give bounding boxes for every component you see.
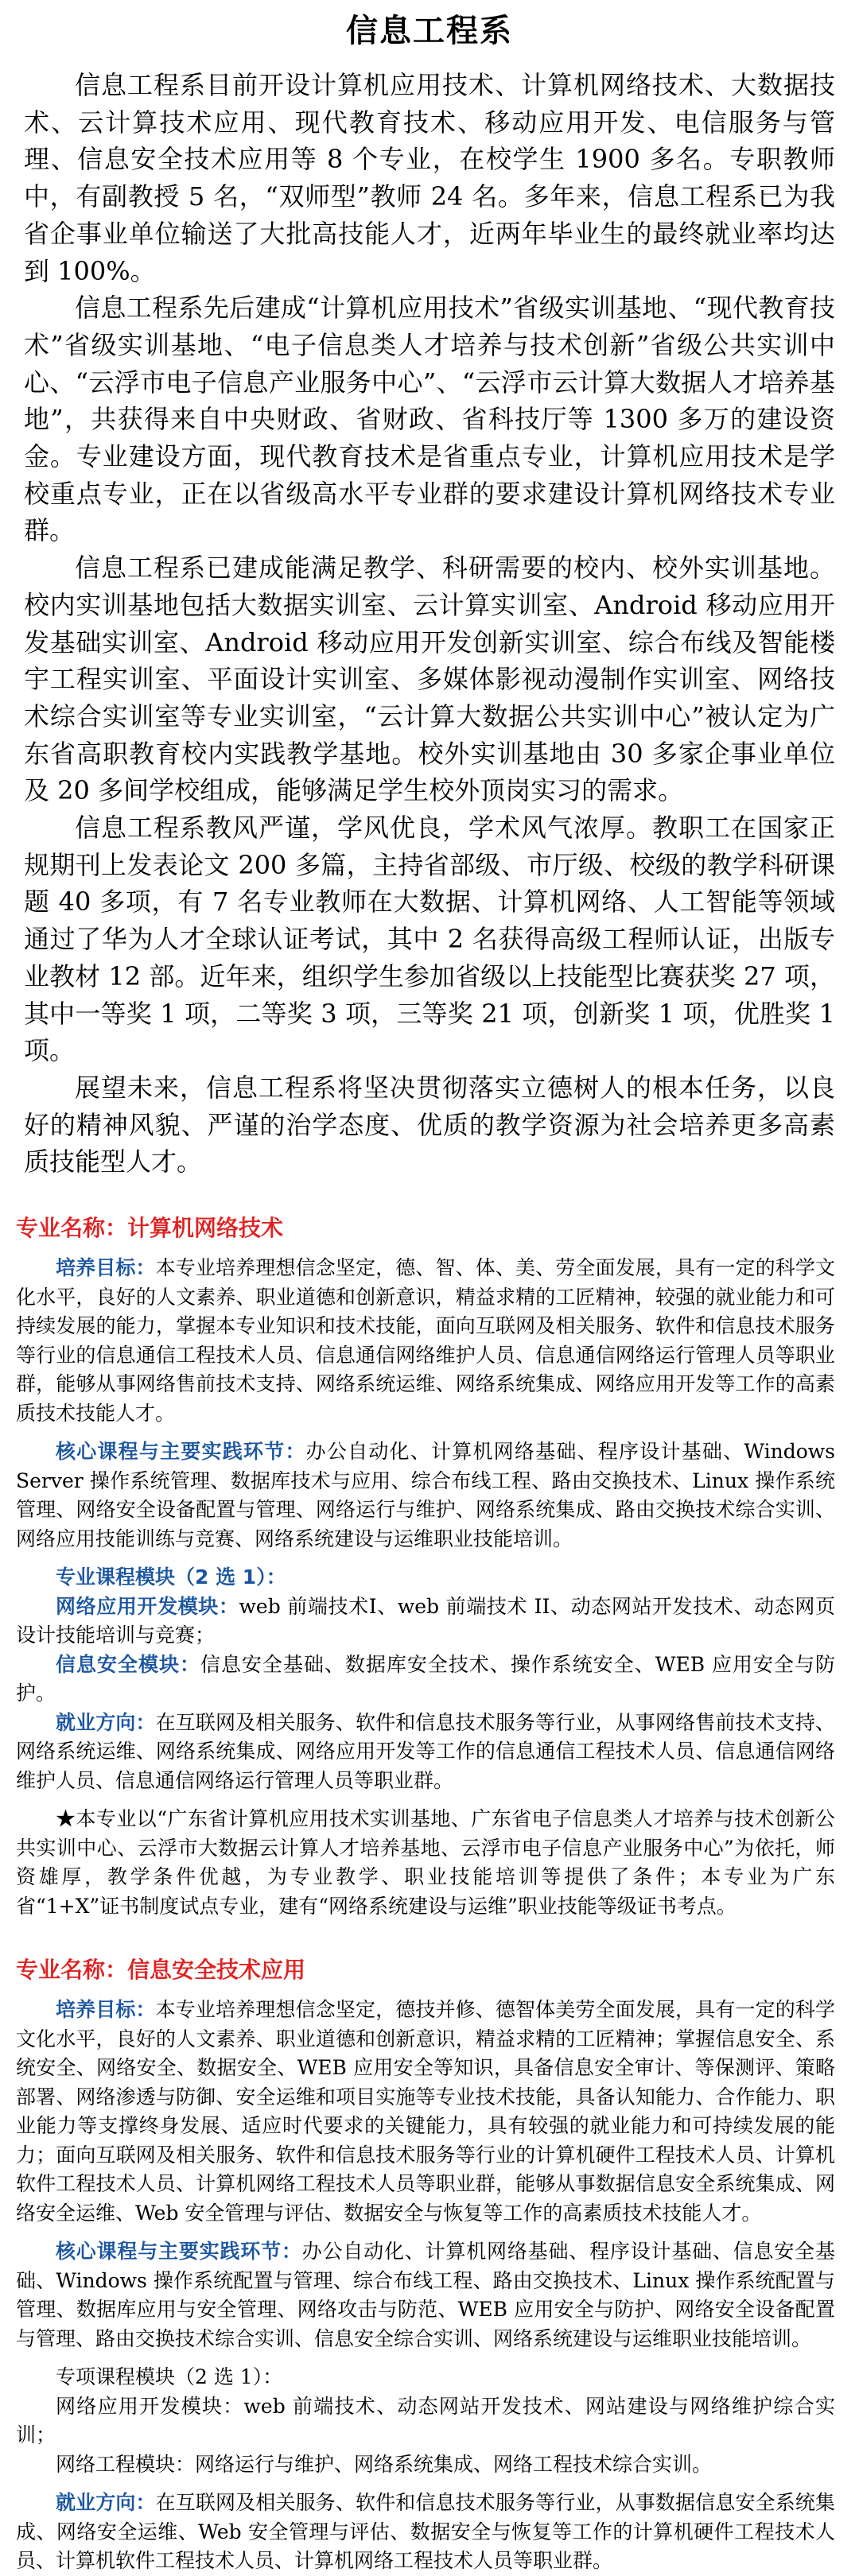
module-b-paragraph: [16, 1651, 835, 1709]
core-courses-text: 办公自动化、计算机网络基础、程序设计基础、信息安全基础、Windows 操作系统配置与管理、综合布线工程、路由交换技术、Linux 操作系统配置与管理、数据库应用与安全管理、网络攻击与防范、WEB 应用安全与防护、网络安全设备配置与管理、路由交换技术综合实训、信息安全综合实训、网络系统建设与运维职业技能培训。: [16, 2240, 835, 2350]
module-label: 专业课程模块（2 选 1）：: [56, 1565, 286, 1589]
module-a-text: web 前端技术Ⅰ、web 前端技术 II、动态网站开发技术、动态网页设计技能培训与竞赛；: [16, 1594, 835, 1647]
job-label: 就业方向：: [56, 2491, 156, 2515]
intro-paragraph: 信息工程系目前开设计算机应用技术、计算机网络技术、大数据技术、云计算技术应用、现代教育技术、移动应用开发、电信服务与管理、信息安全技术应用等 8 个专业，在校学生 1900 多名。专职教师中，有副教授 5 名，“双师型”教师 24 名。多年来，信息工程系已为我省企事业单位输送了大批高技能人才，近两年毕业生的最终就业率均达到 100%。: [24, 70, 835, 286]
job-text: 在互联网及相关服务、软件和信息技术服务等行业，从事网络售前技术支持、网络系统运维、网络系统集成、网络应用开发等工作的信息通信工程技术人员、信息通信网络维护人员、信息通信网络运行管理人员等职业群。: [16, 1710, 835, 1792]
job-paragraph: [16, 2489, 835, 2576]
job-text: 在互联网及相关服务、软件和信息技术服务等行业，从事数据信息安全系统集成、网络安全运维、Web 安全管理与评估、数据安全与恢复等工作的计算机硬件工程技术人员、计算机软件工程技术人员、计算机网络工程技术人员等职业群。: [16, 2491, 835, 2573]
job-paragraph: [16, 1709, 835, 1796]
goal-text: 本专业培养理想信念坚定，德、智、体、美、劳全面发展，具有一定的科学文化水平，良好的人文素养、职业道德和创新意识，精益求精的工匠精神，较强的就业能力和可持续发展的能力，掌握本专业知识和技术技能，面向互联网及相关服务、软件和信息技术服务等行业的信息通信工程技术人员、信息通信网络维护人员、信息通信网络运行管理人员等职业群，能够从事网络售前技术支持、网络系统运维、网络系统集成、网络应用开发等工作的高素质技术技能人才。: [16, 1256, 835, 1425]
page-title: 信息工程系: [346, 13, 513, 49]
note-paragraph: ★本专业以“广东省计算机应用技术实训基地、广东省电子信息类人才培养与技术创新公共实训中心、云浮市大数据云计算人才培养基地、云浮市电子信息产业服务中心”为依托，师资雄厚，教学条件优越，为专业教学、职业技能培训等提供了条件；本专业为广东省“1+X”证书制度试点专业，建有“网络系统建设与运维”职业技能等级证书考点。: [16, 1807, 835, 1918]
goal-paragraph: [16, 1254, 835, 1428]
core-courses-paragraph: [16, 2237, 835, 2353]
intro-section: [24, 67, 835, 1181]
major-title: [16, 1954, 835, 1986]
module-a-label: 网络应用开发模块：: [56, 1594, 239, 1618]
major-network: [16, 1212, 835, 1921]
core-courses-label: 核心课程与主要实践环节：: [56, 2240, 302, 2264]
module-a-paragraph: [16, 1593, 835, 1651]
module-a-paragraph: 网络应用开发模块：web 前端技术、动态网站开发技术、网站建设与网络维护综合实训；: [16, 2394, 835, 2447]
module-heading: [16, 1563, 835, 1593]
intro-paragraph: 信息工程系先后建成“计算机应用技术”省级实训基地、“现代教育技术”省级实训基地、“电子信息类人才培养与技术创新”省级公共实训中心、“云浮市电子信息产业服务中心”、“云浮市云计算大数据人才培养基地”，共获得来自中央财政、省财政、省科技厅等 1300 多万的建设资金。专业建设方面，现代教育技术是省重点专业，计算机应用技术是学校重点专业，正在以省级高水平专业群的要求建设计算机网络技术专业群。: [24, 293, 835, 546]
goal-text: 本专业培养理想信念坚定，德技并修、德智体美劳全面发展，具有一定的科学文化水平，良好的人文素养、职业道德和创新意识，精益求精的工匠精神；掌握信息安全、系统安全、网络安全、数据安全、WEB 应用安全等知识，具备信息安全审计、等保测评、策略部署、网络渗透与防御、安全运维和项目实施等专业技术技能，具备认知能力、合作能力、职业能力等支撑终身发展、适应时代要求的关键能力，具有较强的就业能力和可持续发展的能力；面向互联网及相关服务、软件和信息技术服务等行业的计算机硬件工程技术人员、计算机软件工程技术人员、计算机网络工程技术人员等职业群，能够从事数据信息安全系统集成、网络安全运维、Web 安全管理与评估、数据安全与恢复等工作的高素质技术技能人才。: [16, 1998, 835, 2225]
intro-paragraph: 信息工程系已建成能满足教学、科研需要的校内、校外实训基地。校内实训基地包括大数据实训室、云计算实训室、Android 移动应用开发基础实训室、Android 移动应用开发创新实训室、综合布线及智能楼宇工程实训室、平面设计实训室、多媒体影视动漫制作实训室、网络技术综合实训室等专业实训室，“云计算大数据公共实训中心”被认定为广东省高职教育校内实践教学基地。校外实训基地由 30 多家企事业单位及 20 多间学校组成，能够满足学生校外顶岗实习的需求。: [24, 553, 835, 806]
core-courses-text: 办公自动化、计算机网络基础、程序设计基础、Windows Server 操作系统管理、数据库技术与应用、综合布线工程、路由交换技术、Linux 操作系统管理、网络安全设备配置与管理、网络运行与维护、网络系统集成、路由交换技术综合实训、网络应用技能训练与竞赛、网络系统建设与运维职业技能培训。: [16, 1440, 835, 1550]
core-courses-paragraph: [16, 1437, 835, 1554]
module-b-paragraph: 网络工程模块：网络运行与维护、网络系统集成、网络工程技术综合实训。: [56, 2452, 713, 2476]
goal-label: 培养目标：: [56, 1998, 156, 2022]
major-title-value: 计算机网络技术: [127, 1215, 284, 1242]
major-title: [16, 1212, 835, 1244]
intro-paragraph: 信息工程系教风严谨，学风优良，学术风气浓厚。教职工在国家正规期刊上发表论文 200 多篇，主持省部级、市厅级、校级的教学科研课题 40 多项，有 7 名专业教师在大数据、计算机网络、人工智能等领域通过了华为人才全球认证考试，其中 2 名获得高级工程师认证，出版专业教材 12 部。近年来，组织学生参加省级以上技能型比赛获奖 27 项，其中一等奖 1 项，二等奖 3 项，三等奖 21 项，创新奖 1 项，优胜奖 1 项。: [24, 813, 835, 1066]
major-security: [16, 1954, 835, 2576]
major-title-label: 专业名称：: [16, 1215, 128, 1242]
goal-label: 培养目标：: [56, 1256, 156, 1280]
core-courses-label: 核心课程与主要实践环节：: [56, 1440, 306, 1464]
module-b-text: 信息安全基础、数据库安全技术、操作系统安全、WEB 应用安全与防护。: [16, 1652, 835, 1705]
major-title-value: 信息安全技术应用: [127, 1957, 306, 1984]
module-heading: 专项课程模块（2 选 1）：: [56, 2365, 283, 2389]
job-label: 就业方向：: [56, 1710, 156, 1734]
module-b-label: 信息安全模块：: [56, 1652, 200, 1676]
goal-paragraph: [16, 1996, 835, 2228]
major-title-label: 专业名称：: [16, 1957, 128, 1984]
intro-paragraph: 展望未来，信息工程系将坚决贯彻落实立德树人的根本任务，以良好的精神风貌、严谨的治学态度、优质的教学资源为社会培养更多高素质技能型人才。: [24, 1072, 835, 1177]
